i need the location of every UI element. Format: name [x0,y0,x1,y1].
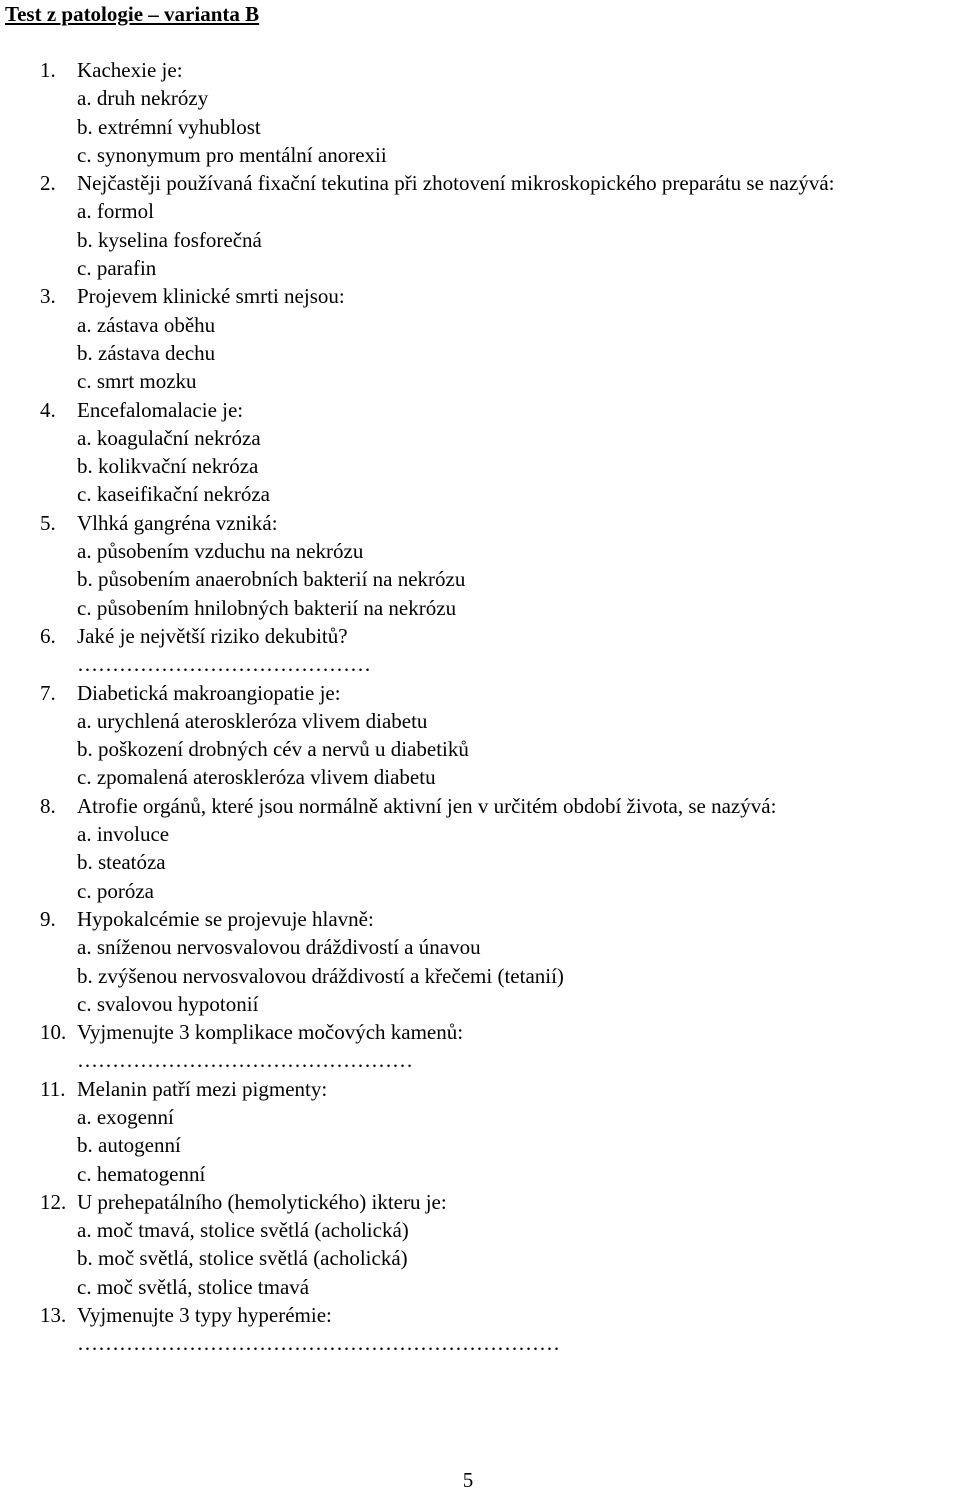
answer-option [0,763,960,791]
question-number: 4. [40,397,56,422]
option-text: a. involuce [77,822,170,847]
answer-option [0,197,960,225]
question-text: Atrofie orgánů, které jsou normálně aktivní jen v určitém období života, se nazývá: [77,793,777,818]
page-number: 5 [462,1468,474,1492]
option-text: c. kaseifikační nekróza [77,482,270,507]
answer-option [0,1160,960,1188]
answer-option [0,1103,960,1131]
option-text: c. zpomalená ateroskleróza vlivem diabetu [77,765,436,790]
question-text: Nejčastěji používaná fixační tekutina při zhotovení mikroskopického preparátu se nazývá: [77,171,835,196]
option-text: a. urychlená ateroskleróza vlivem diabetu [77,708,428,733]
answer-option [0,84,960,112]
option-text: c. smrt mozku [77,369,197,394]
question-number: 3. [40,284,56,309]
answer-blank-line[interactable] [0,1329,960,1357]
question-list [0,56,960,1358]
answer-option [0,990,960,1018]
question-number: 7. [40,680,56,705]
answer-dots: …………………………………………………………… [77,1331,560,1356]
question-text: Vlhká gangréna vzniká: [77,510,278,535]
question-text: Projevem klinické smrti nejsou: [77,284,345,309]
question-number: 11. [40,1076,66,1101]
option-text: c. působením hnilobných bakterií na nekrózu [77,595,457,620]
answer-option [0,1244,960,1272]
answer-option [0,339,960,367]
answer-option [0,1216,960,1244]
answer-option [0,1131,960,1159]
question-number: 8. [40,793,56,818]
answer-option [0,1273,960,1301]
answer-option [0,226,960,254]
question-number: 5. [40,510,56,535]
answer-option [0,820,960,848]
answer-option [0,933,960,961]
question-3 [0,282,960,310]
option-text: c. poróza [77,878,154,903]
option-text: a. formol [77,199,154,224]
question-text: Vyjmenujte 3 komplikace močových kamenů: [77,1020,464,1045]
answer-option [0,537,960,565]
option-text: b. zástava dechu [77,340,216,365]
question-7 [0,679,960,707]
option-text: b. kolikvační nekróza [77,454,259,479]
question-1 [0,56,960,84]
option-text: a. moč tmavá, stolice světlá (acholická) [77,1218,409,1243]
option-text: a. působením vzduchu na nekrózu [77,539,364,564]
question-8 [0,792,960,820]
answer-option [0,141,960,169]
question-text: Jaké je největší riziko dekubitů? [77,623,348,648]
question-text: Vyjmenujte 3 typy hyperémie: [77,1303,332,1328]
option-text: b. kyselina fosforečná [77,227,262,252]
page-title: Test z patologie – varianta B [5,2,260,26]
question-6 [0,622,960,650]
question-number: 10. [40,1020,67,1045]
answer-option [0,452,960,480]
option-text: a. exogenní [77,1104,174,1129]
answer-option [0,735,960,763]
option-text: c. svalovou hypotonií [77,991,259,1016]
answer-dots: ………………………………………… [77,1048,413,1073]
option-text: b. působením anaerobních bakterií na nekrózu [77,567,466,592]
question-text: Diabetická makroangiopatie je: [77,680,341,705]
answer-option [0,311,960,339]
option-text: b. moč světlá, stolice světlá (acholická) [77,1246,408,1271]
answer-option [0,877,960,905]
option-text: c. synonymum pro mentální anorexii [77,142,387,167]
answer-option [0,367,960,395]
option-text: a. sníženou nervosvalovou dráždivostí a únavou [77,935,481,960]
question-text: Encefalomalacie je: [77,397,244,422]
option-text: b. poškození drobných cév a nervů u diabetiků [77,737,469,762]
answer-option [0,480,960,508]
question-number: 6. [40,623,56,648]
option-text: b. zvýšenou nervosvalovou dráždivostí a křečemi (tetanií) [77,963,564,988]
question-text: Hypokalcémie se projevuje hlavně: [77,906,374,931]
option-text: a. zástava oběhu [77,312,216,337]
answer-option [0,594,960,622]
question-text: Melanin patří mezi pigmenty: [77,1076,328,1101]
question-10 [0,1018,960,1046]
question-number: 13. [40,1303,67,1328]
question-number: 9. [40,906,56,931]
answer-option [0,113,960,141]
question-11 [0,1075,960,1103]
question-4 [0,396,960,424]
question-5 [0,509,960,537]
question-number: 2. [40,171,56,196]
answer-blank-line[interactable] [0,1046,960,1074]
option-text: b. extrémní vyhublost [77,114,261,139]
option-text: c. parafin [77,256,157,281]
question-12 [0,1188,960,1216]
option-text: b. steatóza [77,850,166,875]
answer-option [0,254,960,282]
answer-option [0,962,960,990]
question-2 [0,169,960,197]
question-13 [0,1301,960,1329]
option-text: c. hematogenní [77,1161,206,1186]
answer-option [0,848,960,876]
answer-option [0,707,960,735]
answer-dots: …………………………………… [77,652,371,677]
answer-option [0,565,960,593]
option-text: c. moč světlá, stolice tmavá [77,1274,310,1299]
question-9 [0,905,960,933]
question-text: Kachexie je: [77,58,183,82]
answer-option [0,424,960,452]
option-text: a. druh nekrózy [77,86,209,111]
answer-blank-line[interactable] [0,650,960,678]
option-text: a. koagulační nekróza [77,425,261,450]
question-number: 12. [40,1189,67,1214]
question-text: U prehepatálního (hemolytického) ikteru je: [77,1189,447,1214]
question-number: 1. [40,58,56,82]
option-text: b. autogenní [77,1133,181,1158]
